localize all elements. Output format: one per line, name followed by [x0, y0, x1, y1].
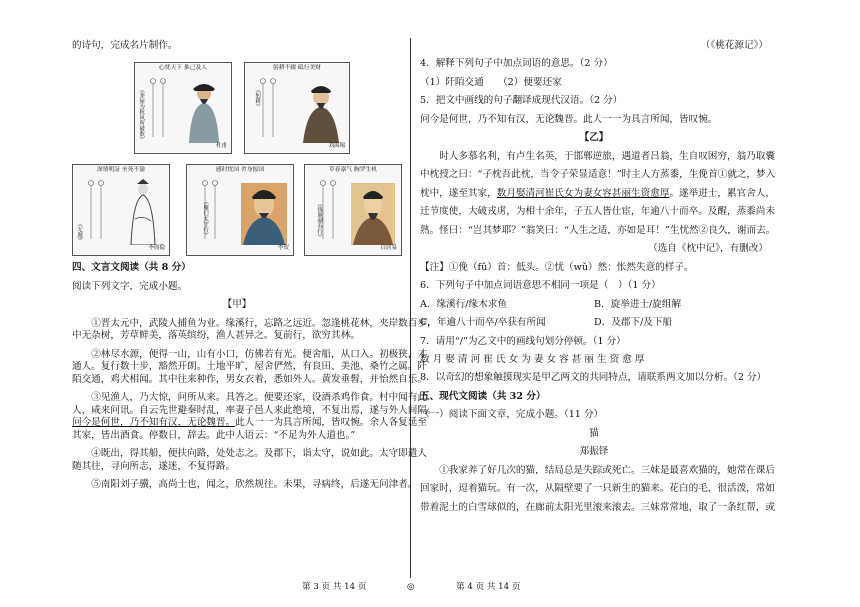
yi-line5: 熟。怪曰：“岂其梦耶？”翁笑曰：“人生之适，亦如是耳！”生忧然②良久，谢而去。	[420, 224, 776, 236]
section5-title: 五、现代文阅读（共 32 分）	[420, 390, 546, 402]
column-divider	[410, 38, 411, 578]
poet-card-lihe	[186, 164, 294, 256]
article-author: 郑振铎	[579, 446, 609, 458]
section4-instruction: 阅读下列文字，完成小题。	[72, 280, 188, 292]
article-line1: ①我家养了好几次的猫，结局总是失踪或死亡。三妹是最喜欢猫的，她常在课后	[439, 464, 775, 476]
poet-portrait-icon	[241, 183, 287, 245]
question-6-options-row2	[420, 317, 768, 329]
section4-title: 四、文言文阅读（共 8 分）	[72, 262, 191, 274]
left-column	[72, 40, 437, 492]
jia-para3-line1: ③见渔人，乃大惊，问所从来。具答之。便要还家，设酒杀鸡作食。村中闻有此	[91, 392, 427, 404]
article-title: 猫	[589, 427, 599, 439]
card-blank-lines	[257, 77, 287, 147]
yi-line2: 中枕授之曰：“子枕吾此枕，当令子荣显适意！”时主人方蒸黍，生俛首①就之，梦入	[420, 169, 776, 181]
annotation-note: 【注】①俛（fǔ）首：低头。②忧（wǔ）然：怅然失意的样子。	[420, 261, 694, 273]
card-caption: 感时忧国 舍身报国	[215, 167, 265, 174]
card-poem-title: 《雁门太守行》	[202, 199, 209, 238]
jia-para4-line2: 随其往，寻向所志，遂迷，不复得路。	[72, 460, 236, 472]
poet-cards	[72, 60, 402, 252]
jia-para3-line3	[72, 417, 427, 429]
card-poet-name: 刘禹锡	[328, 143, 345, 150]
question-5-text: 问今是何世，乃不知有汉，无论魏晋。此人一一为具言所闻，皆叹惋。	[420, 113, 718, 125]
card-caption: 深情明証 至死不渝	[96, 167, 146, 174]
yi-line3-end: 。遂举进士，累官舍人，	[669, 187, 775, 199]
card-caption: 草春嘉气 胸罗生机	[328, 167, 378, 174]
passage-yi-label: 【乙】	[579, 132, 609, 144]
card-poem-title: 《躬耕》	[254, 87, 261, 110]
card-poet-name: 李商隐	[148, 245, 165, 252]
section5-subtitle: （一）阅读下面文章，完成小题。（11 分）	[420, 409, 604, 421]
yi-line3-start: 枕中，遂至其家，	[420, 187, 497, 199]
binding-mark: ◎	[407, 582, 415, 592]
question-7-text: 数 月 娶 清 河 崔 氏 女 为 妻 女 容 甚 丽 生 资 愈 厚	[420, 353, 645, 365]
poet-card-dufu	[134, 62, 232, 154]
card-blank-lines	[85, 179, 115, 249]
jia-para3-line3-rest: 此人一一为具言所闻，皆叹惋。余人各复延至	[235, 417, 427, 429]
question-4: 4．解释下列句子中加点词语的意思。（2 分）	[420, 58, 613, 70]
poet-card-liuyuxi	[244, 62, 350, 154]
poet-portrait-icon	[183, 81, 225, 143]
yi-line1: 时人多慕名利，有卢生名英，于邯郸逆旅，遇道者吕翁，生自叹困穷，翁乃取囊	[439, 150, 775, 162]
option-b: B．旋举进士/旋组解	[594, 298, 682, 310]
yi-line4: 迁节度使，大破戎虏，为相十余年，子五人皆仕宦，年逾八十而卒。及醒，蒸黍尚未	[420, 206, 775, 218]
card-poet-name: 杜甫	[215, 143, 227, 150]
option-a: A．缘溪行/缘木求鱼	[420, 298, 507, 310]
jia-para2-line1: ②林尽水源，便得一山，山有小口，仿佛若有光。便舍船，从口入。初极狭，才	[91, 348, 427, 360]
jia-para4-line1: ④既出，得其船，便扶向路，处处志之。及郡下，诣太守，说如此。太守即遣人	[91, 448, 427, 460]
card-blank-lines	[147, 77, 177, 147]
jia-para1-line1: ①晋太元中，武陵人捕鱼为业。缘溪行，忘路之远近。忽逢桃花林，夹岸数百步，	[91, 317, 437, 329]
jia-para2-line3: 陌交通，鸡犬相闻。其中往来种作，男女衣着，悉如外人。黄发垂髫，并怡然自乐。	[72, 373, 427, 385]
poet-portrait-icon	[123, 179, 163, 245]
card-poem-title: 《茅屋为秋风所破歌》	[138, 87, 145, 143]
poet-portrait-icon	[299, 81, 343, 143]
passage-jia-label: 【甲】	[222, 299, 252, 311]
jia-para5-line1: ⑤南阳刘子骥，高尚士也，闻之，欣然规往。未果，寻病终，后遂无问津者。	[91, 479, 418, 491]
yi-underlined-sentence: 数月娶清河崔氏女为妻女容甚丽生资愈厚	[496, 187, 670, 199]
poet-portrait-icon	[351, 183, 395, 245]
page-number-4: 第 4 页 共 14 页	[456, 582, 521, 592]
poet-card-lishangyin	[72, 164, 170, 256]
page-number-3: 第 3 页 共 14 页	[302, 582, 367, 592]
question-5: 5．把文中画线的句子翻译成现代汉语。（2 分）	[420, 95, 623, 107]
question-7: 7．请用“/”为乙文中的画线句划分停顿。（1 分）	[420, 335, 626, 347]
card-poet-name: 李贺	[277, 245, 289, 252]
card-poet-name: 白居易	[380, 245, 397, 252]
jia-para1-line2: 中无杂树，芳草鲜美，落英缤纷，渔人甚异之。复前行，欲穷其林。	[72, 330, 360, 342]
jia-para2-line2: 通人。复行数十步，豁然开朗。土地平旷，屋舍俨然，有良田、美池、桑竹之属。阡	[72, 361, 427, 373]
question-8: 8．以奇幻的想象触摸现实是甲乙两文的共同特点，请联系两文加以分析。（2 分）	[420, 372, 767, 384]
source-taohuayuan: （《桃花源记》）	[700, 40, 768, 51]
card-poem-title: 《无题》	[76, 221, 83, 244]
card-poem-title: 《钱塘湖春行》	[316, 201, 323, 240]
card-caption: 躬耕不辍 砥行美财	[272, 65, 322, 72]
intro-text: 的诗句，完成名片制作。	[72, 40, 178, 51]
option-d: D．及郡下/及下船	[594, 317, 673, 329]
yi-line3	[420, 187, 775, 200]
question-4-items: （1）阡陌交通 （2）便要还家	[420, 76, 562, 88]
poet-card-baijuyi	[304, 164, 402, 256]
question-6-options-row1	[420, 299, 768, 311]
card-caption: 心忧天下 推己及人	[158, 65, 208, 72]
right-column	[420, 40, 776, 514]
question-6: 6．下列句子中加点词语意思不相同一项是（ ）（1 分）	[420, 280, 661, 292]
jia-para3-line2: 人，咸来问讯。自云先世避秦时乱，率妻子邑人来此绝境，不复出焉，遂与外人间隔。	[72, 404, 437, 416]
option-c: C．年逾八十而卒/卒获有所闻	[420, 317, 546, 329]
article-line3: 带着泥土的白雪球似的，在廊前太阳光里滚来滚去。三妹常常地，取了一条红帮，或	[420, 501, 775, 513]
source-zhenzhongji: （选自《枕中记》，有删改）	[648, 243, 768, 255]
jia-para3-line4: 其家，皆出酒食。停数日，辞去。此中人语云：“不足为外人道也。”	[72, 429, 356, 441]
underlined-sentence: 问今是何世，乃不知有汉，无论魏晋。	[72, 417, 236, 429]
article-line2: 回家时，逗着猫玩。有一次，从隔壁要了一只新生的猫来。花白的毛，很活泼，常如	[420, 483, 775, 495]
